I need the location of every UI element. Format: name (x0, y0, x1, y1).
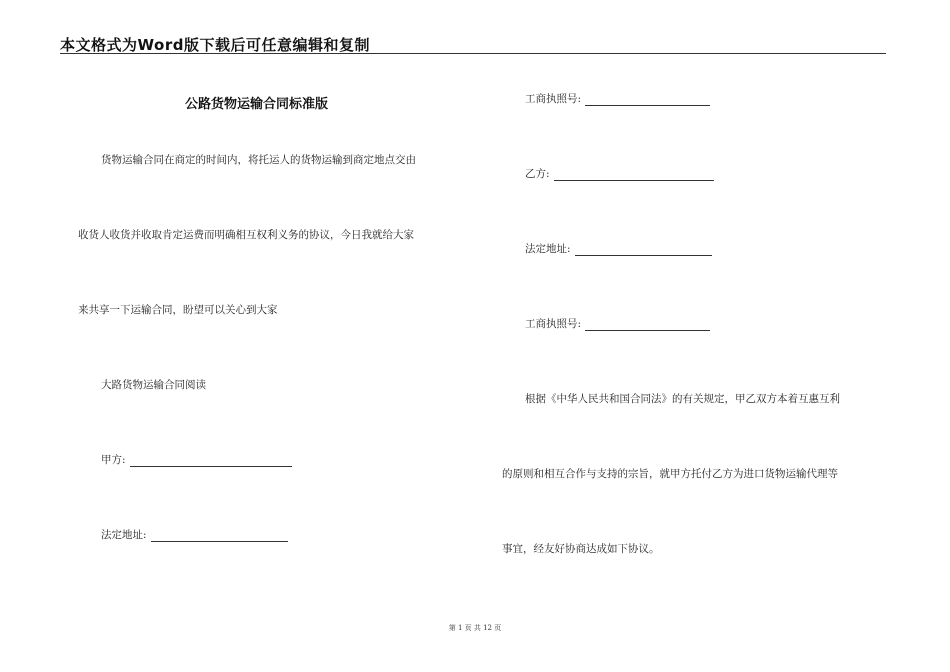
left-address-field (101, 528, 288, 542)
right-address-field (525, 242, 712, 256)
intro-line-1: 货物运输合同在商定的时间内，将托运人的货物运输到商定地点交由 (101, 154, 416, 166)
intro-line-3: 来共享一下运输合同，盼望可以关心到大家 (78, 304, 278, 316)
subheading: 大路货物运输合同阅读 (101, 379, 206, 391)
header-divider (60, 53, 886, 54)
license-label-2: 工商执照号: (525, 318, 582, 330)
party-b-field (525, 167, 714, 181)
license-blank-1 (585, 94, 710, 106)
party-a-blank (130, 455, 292, 467)
body-line-2: 的原则和相互合作与支持的宗旨，就甲方托付乙方为进口货物运输代理等 (502, 468, 838, 480)
page-footer: 第 1 页 共 12 页 (448, 624, 502, 632)
left-address-blank (151, 530, 288, 542)
license-field-2 (525, 317, 710, 331)
party-a-field (101, 453, 292, 467)
right-address-blank (575, 244, 712, 256)
intro-line-2: 收货人收货并收取肯定运费而明确相互权利义务的协议，今日我就给大家 (78, 229, 414, 241)
party-b-label: 乙方: (525, 168, 550, 180)
license-field-1 (525, 92, 710, 106)
party-b-blank (554, 169, 714, 181)
license-blank-2 (585, 319, 710, 331)
left-address-label: 法定地址: (101, 529, 147, 541)
body-line-1: 根据《中华人民共和国合同法》的有关规定，甲乙双方本着互惠互利 (525, 393, 840, 405)
document-header: 本文格式为Word版下载后可任意编辑和复制 (60, 36, 370, 54)
document-title: 公路货物运输合同标准版 (185, 97, 329, 112)
right-address-label: 法定地址: (525, 243, 571, 255)
body-line-3: 事宜，经友好协商达成如下协议。 (502, 543, 660, 555)
party-a-label: 甲方: (101, 454, 126, 466)
license-label-1: 工商执照号: (525, 93, 582, 105)
